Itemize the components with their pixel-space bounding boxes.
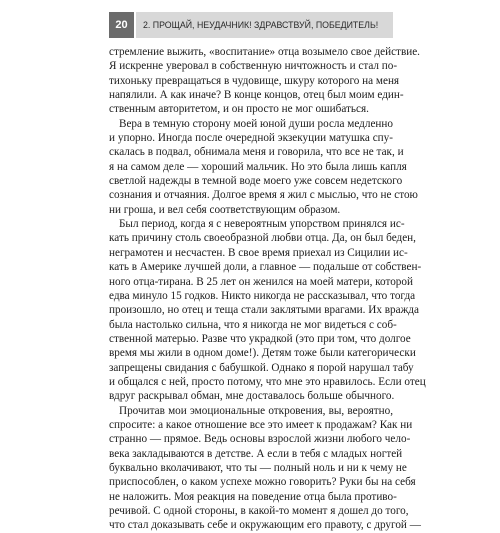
text-line: приспособлен, о каком успехе можно говорить? Руки бы на себя — [109, 476, 416, 489]
text-line: напялили. А как иначе? В конце концов, отец был моим един- — [109, 89, 404, 102]
text-line: Я искренне уверовал в собственную ничтожность и стал по- — [109, 60, 398, 73]
text-line: тихоньку превращаться в чудовище, шкуру которого на меня — [109, 74, 400, 87]
text-line: светлой надежды в темной воде моего уже совсем недетского — [109, 175, 403, 188]
text-line: стремление выжить, «воспитание» отца возымело свое действие. — [109, 46, 420, 58]
text-line: неграмотен и несчастен. В свое время приехал из Сицилии ис- — [109, 246, 408, 259]
text-line: ни гроша, и вел себя соответствующим образом. — [109, 203, 341, 216]
text-line: речивой. С одной стороны, в какой-то момент я дошел до того, — [109, 505, 409, 517]
running-head — [0, 12, 500, 38]
text-line: вдруг раскрывал обман, мне доставалось больше обычного. — [109, 390, 395, 403]
paragraph — [109, 217, 426, 403]
text-line: ственным авторитетом, и он просто не мог ошибаться. — [109, 103, 369, 116]
text-line: ного отца-тирана. В 25 лет он женился на моей матери, которой — [109, 275, 413, 288]
text-line: спросите: а какое отношение все это имеет к продажам? Как ни — [109, 418, 413, 431]
text-line: кать причину столь своеобразной любви отца. Да, он был беден, — [109, 232, 416, 245]
text-line: ственной матерью. Разве что украдкой (это при том, что долгое — [109, 332, 411, 345]
text-line: запрещены свидания с бабушкой. Однако я порой нарушал табу — [109, 361, 414, 374]
text-line: произошло, но отец и теща стали заклятыми врагами. Их вражда — [109, 304, 419, 317]
paragraph — [109, 404, 421, 533]
chapter-title: 2. ПРОЩАЙ, НЕУДАЧНИК! ЗДРАВСТВУЙ, ПОБЕДИТЕЛЬ! — [136, 12, 393, 38]
body-text — [109, 45, 426, 533]
text-line: кать в Америке лучшей доли, а главное — подальше от собствен- — [109, 261, 422, 274]
text-line: и общался с ней, просто потому, что мне это нравилось. Если отец — [109, 375, 426, 388]
text-line: была настолько сильна, что я никогда не мог видеться с соб- — [109, 318, 397, 331]
text-line: и упорно. Иногда после очередной экзекуции матушка спу- — [109, 132, 393, 145]
text-line: не наложить. Моя реакция на поведение отца была противо- — [109, 490, 397, 503]
text-line: Был период, когда я с невероятным упорством принялся ис- — [119, 218, 405, 231]
text-line: время мы жили в одном доме!). Детям тоже были категорически — [109, 347, 416, 360]
paragraph — [109, 45, 420, 117]
text-line: Вера в темную сторону моей юной души росла медленно — [119, 117, 393, 130]
paragraph — [109, 117, 418, 217]
text-line: буквально вколачивают, что ты — полный ноль и ни к чему не — [109, 461, 407, 474]
text-line: что стал доказывать себе и окружающим его правоту, с другой — — [109, 519, 421, 532]
text-line: едва минуло 15 годков. Никто никогда не рассказывал, что тогда — [109, 289, 416, 302]
text-line: сознания и отчаяния. Долгое время я жил с мыслью, что не стою — [109, 189, 418, 202]
text-line: я на самом деле — хороший мальчик. Но это была лишь капля — [109, 160, 407, 173]
text-line: скалась в подвал, обнимала меня и говорила, что все не так, и — [109, 146, 404, 159]
text-line: века закладываются в детстве. А если в тебя с младых ногтей — [109, 447, 403, 460]
text-line: странно — прямое. Ведь основы взрослой жизни любого чело- — [109, 433, 411, 446]
text-line: Прочитав мои эмоциональные откровения, вы, вероятно, — [119, 404, 393, 417]
page-number: 20 — [109, 12, 134, 38]
